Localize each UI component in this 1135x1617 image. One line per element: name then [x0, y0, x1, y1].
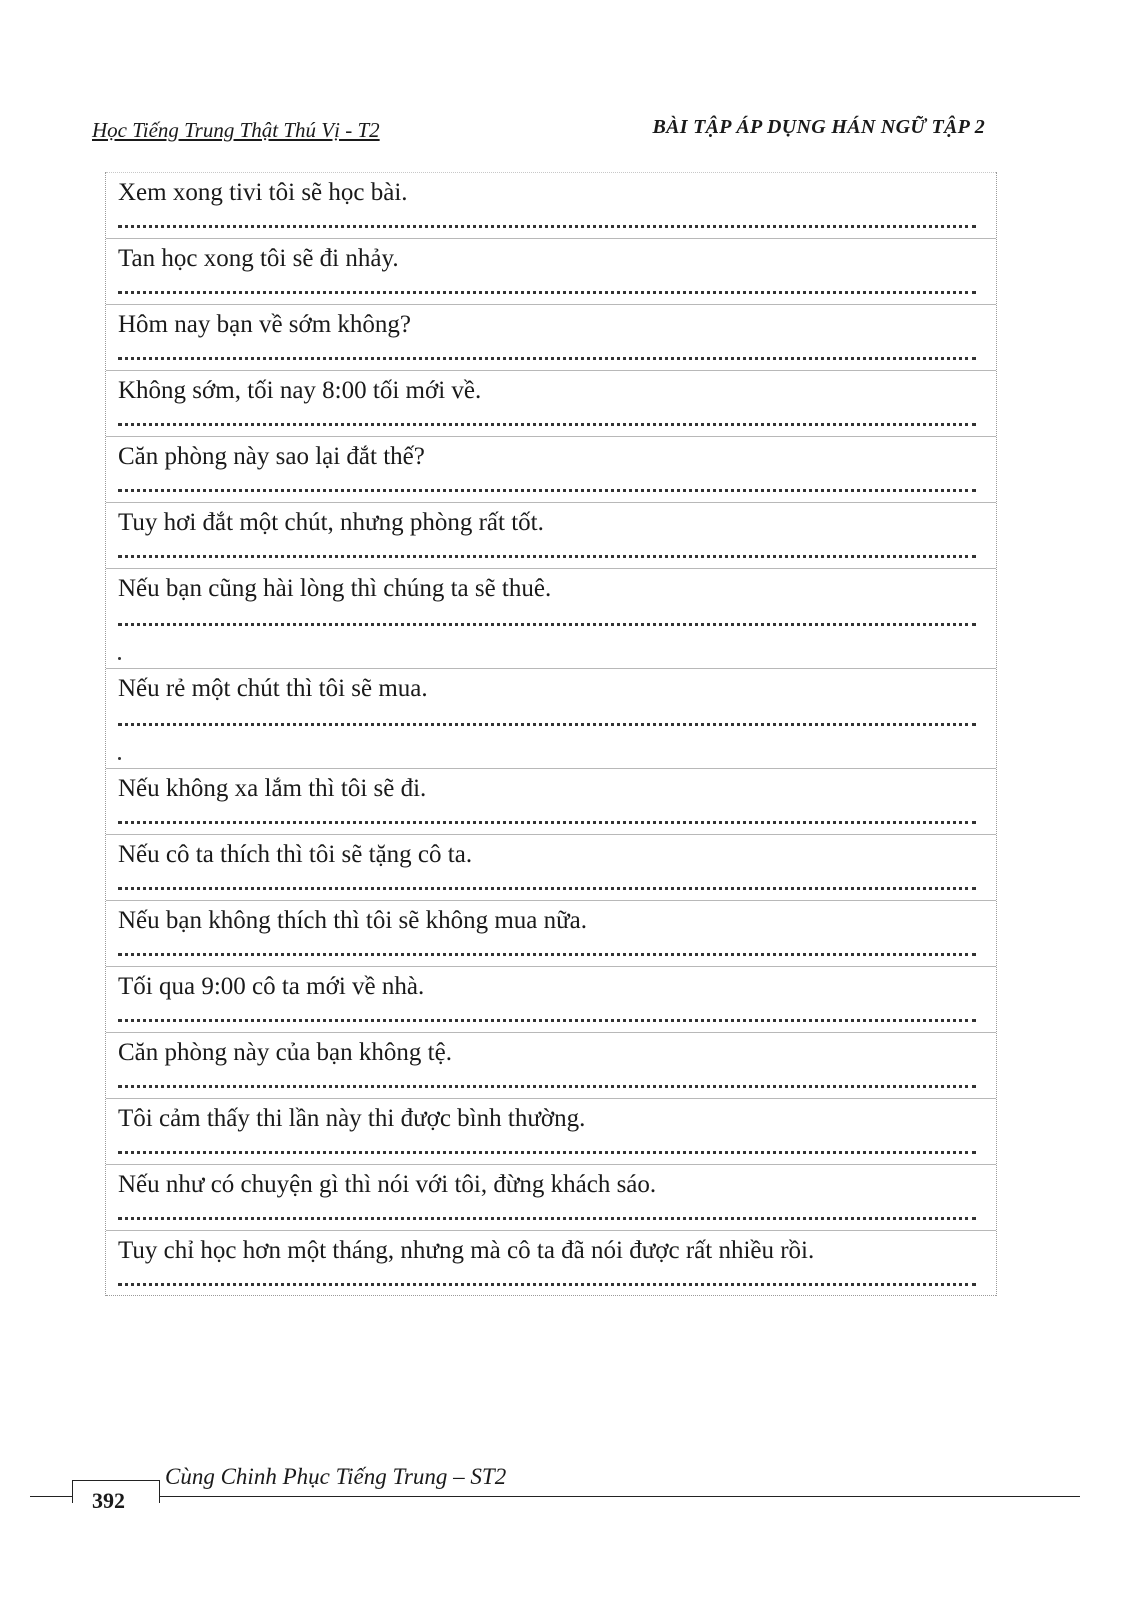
answer-line [118, 555, 976, 558]
exercise-sentence: Nếu rẻ một chút thì tôi sẽ mua. [118, 675, 428, 702]
exercise-sentence: Nếu cô ta thích thì tôi sẽ tặng cô ta. [118, 841, 473, 868]
exercise-row [106, 436, 996, 502]
exercise-sentence: Căn phòng này của bạn không tệ. [118, 1039, 452, 1066]
answer-line [118, 225, 976, 228]
exercise-sentence: Căn phòng này sao lại đắt thế? [118, 443, 425, 470]
answer-line [118, 953, 976, 956]
exercise-sentence: Tôi cảm thấy thi lần này thi được bình thường. [118, 1105, 586, 1132]
exercise-sentence: Tan học xong tôi sẽ đi nhảy. [118, 245, 399, 272]
exercise-sentence: Nếu bạn không thích thì tôi sẽ không mua nữa. [118, 907, 588, 934]
exercise-sentence: Hôm nay bạn về sớm không? [118, 311, 412, 338]
answer-line [118, 1283, 976, 1286]
exercise-sentence: Tối qua 9:00 cô ta mới về nhà. [118, 973, 425, 1000]
exercise-row [106, 1230, 996, 1296]
exercise-row [106, 834, 996, 900]
answer-line [118, 423, 976, 426]
answer-line [118, 723, 976, 726]
exercise-sentence: Nếu không xa lắm thì tôi sẽ đi. [118, 775, 427, 802]
exercise-row [106, 304, 996, 370]
exercise-sentence: Tuy chỉ học hơn một tháng, nhưng mà cô ta đã nói được rất nhiều rồi. [118, 1237, 815, 1264]
dot-mark [118, 657, 121, 660]
exercise-row [106, 1164, 996, 1230]
exercise-sentence: Tuy hơi đắt một chút, nhưng phòng rất tốt. [118, 509, 544, 536]
exercise-row [106, 238, 996, 304]
footer-book-title: Cùng Chinh Phục Tiếng Trung – ST2 [165, 1464, 507, 1489]
exercise-table [105, 172, 997, 1296]
exercise-sentence: Không sớm, tối nay 8:00 tối mới về. [118, 377, 482, 404]
answer-line [118, 821, 976, 824]
answer-line [118, 357, 976, 360]
exercise-row [106, 370, 996, 436]
dot-mark [118, 757, 121, 760]
answer-line [118, 887, 976, 890]
running-header-left: Học Tiếng Trung Thật Thú Vị - T2 [92, 118, 380, 142]
footer-rule [30, 1496, 1080, 1497]
exercise-sentence: Xem xong tivi tôi sẽ học bài. [118, 179, 408, 206]
answer-line [118, 1217, 976, 1220]
answer-line [118, 291, 976, 294]
answer-line [118, 1151, 976, 1154]
exercise-row [106, 1032, 996, 1098]
exercise-row [106, 172, 996, 238]
exercise-row [106, 768, 996, 834]
exercise-row [106, 502, 996, 568]
running-header-right: BÀI TẬP ÁP DỤNG HÁN NGỮ TẬP 2 [652, 116, 985, 138]
exercise-row [106, 1098, 996, 1164]
exercise-row [106, 668, 996, 768]
answer-line [118, 623, 976, 626]
answer-line [118, 489, 976, 492]
exercise-sentence: Nếu bạn cũng hài lòng thì chúng ta sẽ thuê. [118, 575, 552, 602]
answer-line [118, 1085, 976, 1088]
exercise-row [106, 900, 996, 966]
page-number: 392 [92, 1488, 125, 1513]
exercise-row [106, 966, 996, 1032]
answer-line [118, 1019, 976, 1022]
exercise-sentence: Nếu như có chuyện gì thì nói với tôi, đừng khách sáo. [118, 1171, 657, 1198]
exercise-row [106, 568, 996, 668]
